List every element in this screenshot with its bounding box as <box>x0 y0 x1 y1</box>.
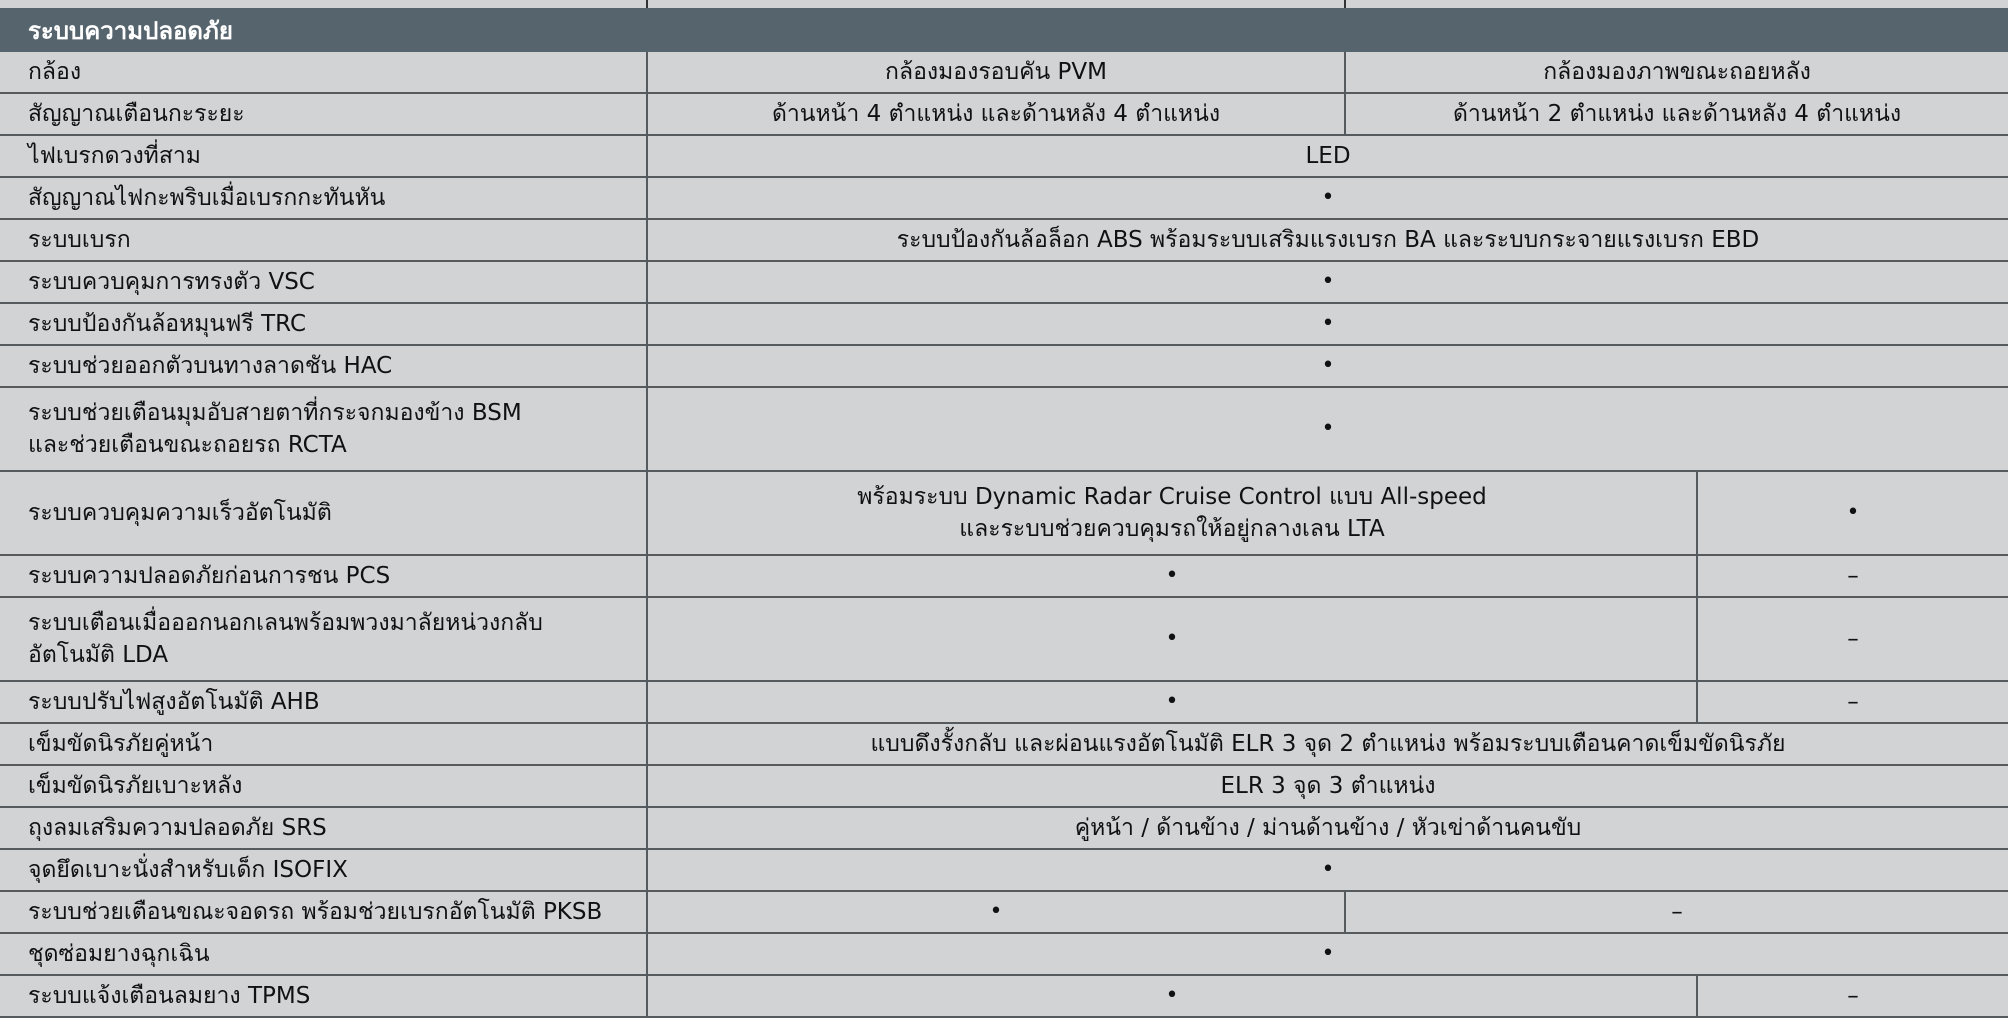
value-cell: • <box>646 556 1696 598</box>
value-cell: – <box>1696 682 2008 724</box>
section-title: ระบบความปลอดภัย <box>28 16 233 45</box>
row-label: เข็มขัดนิรภัยคู่หน้า <box>0 724 646 766</box>
label-line: ระบบเตือนเมื่อออกนอกเลนพร้อมพวงมาลัยหน่วงกลับ <box>28 610 543 636</box>
value-line: พร้อมระบบ Dynamic Radar Cruise Control แบบ All-speed <box>857 484 1487 510</box>
value-cell: • <box>646 892 1344 934</box>
row-label: ระบบควบคุมความเร็วอัตโนมัติ <box>0 472 646 556</box>
value-cell: ด้านหน้า 2 ตำแหน่ง และด้านหลัง 4 ตำแหน่ง <box>1344 94 2008 136</box>
row-label: ชุดซ่อมยางฉุกเฉิน <box>0 934 646 976</box>
value-cell: • <box>646 304 2008 346</box>
label-line: ระบบช่วยเตือนมุมอับสายตาที่กระจกมองข้าง BSM <box>28 400 522 426</box>
value-cell: – <box>1696 598 2008 682</box>
value-cell: • <box>646 346 2008 388</box>
value-cell: • <box>646 976 1696 1018</box>
row-label: กล้อง <box>0 52 646 94</box>
row-label: ระบบเบรก <box>0 220 646 262</box>
row-label: ระบบช่วยออกตัวบนทางลาดชัน HAC <box>0 346 646 388</box>
value-cell: ELR 3 จุด 3 ตำแหน่ง <box>646 766 2008 808</box>
label-line: และช่วยเตือนขณะถอยรถ RCTA <box>28 432 347 458</box>
row-label: ระบบแจ้งเตือนลมยาง TPMS <box>0 976 646 1018</box>
value-cell: • <box>646 388 2008 472</box>
value-cell: • <box>1696 472 2008 556</box>
row-label: ระบบความปลอดภัยก่อนการชน PCS <box>0 556 646 598</box>
row-label: ระบบป้องกันล้อหมุนฟรี TRC <box>0 304 646 346</box>
row-label: เข็มขัดนิรภัยเบาะหลัง <box>0 766 646 808</box>
value-cell: ด้านหน้า 4 ตำแหน่ง และด้านหลัง 4 ตำแหน่ง <box>646 94 1344 136</box>
value-cell: • <box>646 598 1696 682</box>
value-cell: ระบบป้องกันล้อล็อก ABS พร้อมระบบเสริมแรงเบรก BA และระบบกระจายแรงเบรก EBD <box>646 220 2008 262</box>
top-continuation-band <box>0 0 2008 8</box>
value-cell: • <box>646 178 2008 220</box>
value-cell: • <box>646 850 2008 892</box>
value-cell: แบบดึงรั้งกลับ และผ่อนแรงอัตโนมัติ ELR 3 จุด 2 ตำแหน่ง พร้อมระบบเตือนคาดเข็มขัดนิรภัย <box>646 724 2008 766</box>
spec-table <box>0 52 2008 1018</box>
value-cell: • <box>646 262 2008 304</box>
column-divider <box>646 0 648 8</box>
value-line: และระบบช่วยควบคุมรถให้อยู่กลางเลน LTA <box>959 516 1385 542</box>
value-cell: – <box>1696 556 2008 598</box>
row-label <box>0 598 646 682</box>
row-label: สัญญาณไฟกะพริบเมื่อเบรกกะทันหัน <box>0 178 646 220</box>
value-cell: – <box>1696 976 2008 1018</box>
value-cell <box>646 472 1696 556</box>
value-cell: – <box>1344 892 2008 934</box>
row-label: ระบบช่วยเตือนขณะจอดรถ พร้อมช่วยเบรกอัตโนมัติ PKSB <box>0 892 646 934</box>
row-label: ระบบควบคุมการทรงตัว VSC <box>0 262 646 304</box>
row-label <box>0 388 646 472</box>
row-label: ถุงลมเสริมความปลอดภัย SRS <box>0 808 646 850</box>
value-cell: LED <box>646 136 2008 178</box>
value-cell: คู่หน้า / ด้านข้าง / ม่านด้านข้าง / หัวเข่าด้านคนขับ <box>646 808 2008 850</box>
row-label: ไฟเบรกดวงที่สาม <box>0 136 646 178</box>
column-divider <box>1344 0 1346 8</box>
value-cell: กล้องมองรอบคัน PVM <box>646 52 1344 94</box>
value-cell: • <box>646 682 1696 724</box>
row-label: ระบบปรับไฟสูงอัตโนมัติ AHB <box>0 682 646 724</box>
row-label: จุดยึดเบาะนั่งสำหรับเด็ก ISOFIX <box>0 850 646 892</box>
value-cell: กล้องมองภาพขณะถอยหลัง <box>1344 52 2008 94</box>
section-header <box>0 8 2008 52</box>
row-label: สัญญาณเตือนกะระยะ <box>0 94 646 136</box>
label-line: อัตโนมัติ LDA <box>28 642 169 668</box>
value-cell: • <box>646 934 2008 976</box>
